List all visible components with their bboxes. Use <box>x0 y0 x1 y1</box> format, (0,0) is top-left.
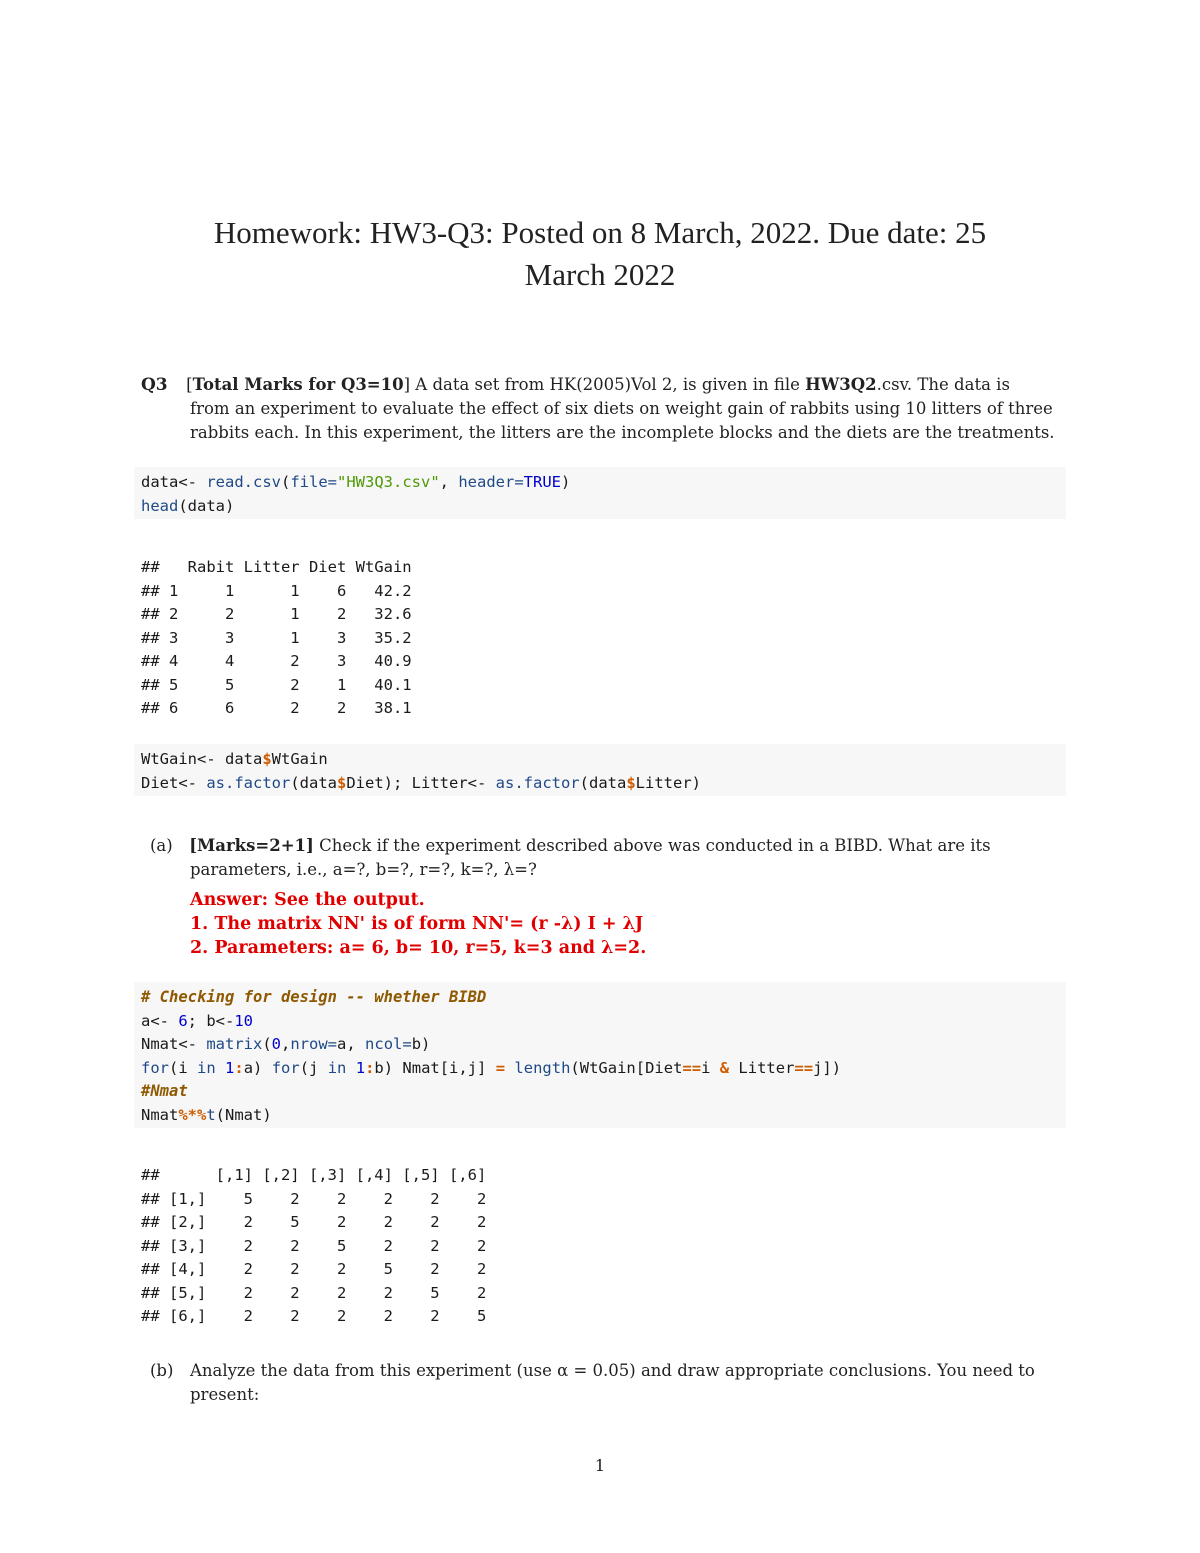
output-header: ## Rabit Litter Diet WtGain <box>141 558 412 576</box>
code-argument: nrow= <box>290 1035 338 1053</box>
answer-line-1: 1. The matrix NN' is of form NN'= (r -λ) I + λJ <box>190 914 644 934</box>
code-text: Nmat<- <box>141 1035 207 1053</box>
q3-paragraph <box>141 373 1071 445</box>
answer-line-2: 2. Parameters: a= 6, b= 10, r=5, k=3 and λ=2. <box>190 938 647 958</box>
code-text: (data) <box>178 496 235 515</box>
code-argument: ncol= <box>365 1035 412 1053</box>
code-text: (WtGain[Diet <box>570 1058 683 1077</box>
code-keyword: for <box>271 1058 300 1077</box>
part-b-text-2: present: <box>190 1385 260 1404</box>
code-operator: $ <box>262 750 272 768</box>
output-head-data <box>141 556 412 721</box>
q3-file-ext: .csv. The data is <box>876 375 1010 394</box>
code-text: (Nmat) <box>215 1105 272 1124</box>
code-function: read.csv <box>206 473 281 491</box>
code-string: "HW3Q3.csv" <box>337 473 440 491</box>
title-line-2: March 2022 <box>524 257 676 292</box>
code-operator: == <box>794 1058 814 1077</box>
code-text: WtGain<- data <box>141 750 263 768</box>
code-keyword: in <box>197 1058 216 1077</box>
output-header: ## [,1] [,2] [,3] [,4] [,5] [,6] <box>141 1166 487 1184</box>
q3-intro: A data set from HK(2005)Vol 2, is given in file <box>415 375 800 394</box>
title-line-1: Homework: HW3-Q3: Posted on 8 March, 2022. Due date: 25 <box>213 215 987 250</box>
part-b <box>150 1359 1070 1407</box>
code-operator: = <box>495 1058 506 1077</box>
code-number: 0 <box>271 1035 282 1053</box>
code-text: (data <box>290 773 337 792</box>
code-text: i <box>701 1058 720 1077</box>
output-row: ## [4,] 2 2 2 5 2 2 <box>141 1260 487 1278</box>
code-text: Diet<- <box>141 773 207 792</box>
output-row: ## [1,] 5 2 2 2 2 2 <box>141 1189 487 1208</box>
code-text <box>346 1059 355 1077</box>
code-operator: $ <box>337 773 347 792</box>
code-number: 6 <box>178 1011 188 1030</box>
output-row: ## 4 4 2 3 40.9 <box>141 652 412 670</box>
code-block-bibd-check <box>134 982 1066 1128</box>
q3-file-name: HW3Q2 <box>805 375 877 394</box>
code-text: a<- <box>141 1011 179 1030</box>
q3-label: Q3 <box>141 375 168 395</box>
output-row: ## [6,] 2 2 2 2 2 5 <box>141 1307 487 1325</box>
output-row: ## 2 2 1 2 32.6 <box>141 605 412 623</box>
part-a-label: (a) <box>150 836 173 855</box>
code-operator: $ <box>626 773 636 792</box>
code-comment: #Nmat <box>141 1082 188 1100</box>
code-text: (j <box>299 1058 328 1077</box>
code-argument: header= <box>458 473 524 491</box>
code-text: b) <box>411 1035 431 1053</box>
q3-marks: Total Marks for Q3=10 <box>192 375 404 394</box>
code-text <box>216 1059 225 1077</box>
q3-marks-open: [ <box>186 375 193 394</box>
code-argument: file= <box>290 473 337 491</box>
code-block-read-csv <box>134 467 1066 519</box>
code-text: Litter) <box>635 773 701 792</box>
code-function: length <box>514 1058 571 1077</box>
part-a <box>150 834 1070 960</box>
code-operator: : <box>234 1058 244 1077</box>
output-row: ## 3 3 1 3 35.2 <box>141 628 412 647</box>
code-text: Diet); Litter<- <box>346 773 496 792</box>
code-text: j]) <box>813 1058 842 1077</box>
document-title <box>130 212 1070 296</box>
code-text: a) <box>243 1058 272 1077</box>
answer-heading: Answer: See the output. <box>190 890 425 910</box>
code-text: Nmat <box>141 1105 179 1124</box>
output-row: ## 6 6 2 2 38.1 <box>141 699 412 717</box>
code-number: 1 <box>355 1058 366 1077</box>
code-function: t <box>206 1105 216 1124</box>
code-constant: TRUE <box>523 473 561 491</box>
code-function: head <box>141 496 179 515</box>
output-row: ## 5 5 2 1 40.1 <box>141 675 412 694</box>
code-function: as.factor <box>495 773 580 792</box>
code-operator: == <box>682 1058 702 1077</box>
code-text: ( <box>280 473 291 491</box>
code-number: 1 <box>225 1058 235 1077</box>
part-a-text-1: Check if the experiment described above was conducted in a BIBD. What are its <box>319 836 991 855</box>
code-function: matrix <box>206 1035 263 1053</box>
part-a-text-2: parameters, i.e., a=?, b=?, r=?, k=?, λ=? <box>190 860 537 879</box>
page-number: 1 <box>594 1456 606 1475</box>
q3-marks-close: ] <box>403 375 411 394</box>
code-text: WtGain <box>271 750 328 768</box>
output-row: ## [2,] 2 5 2 2 2 2 <box>141 1213 487 1231</box>
code-text: , <box>281 1035 291 1053</box>
code-operator: : <box>365 1058 375 1077</box>
code-text: ) <box>560 473 571 491</box>
code-text: Litter <box>729 1058 795 1077</box>
code-operator: %*% <box>178 1105 207 1124</box>
part-a-marks: [Marks=2+1] <box>189 836 314 855</box>
code-operator: & <box>719 1058 730 1077</box>
part-b-text-1: Analyze the data from this experiment (use α = 0.05) and draw appropriate conclusions. You need to <box>189 1361 1035 1380</box>
code-number: 10 <box>234 1011 254 1030</box>
output-row: ## 1 1 1 6 42.2 <box>141 581 412 600</box>
code-text: (i <box>169 1058 197 1077</box>
q3-line-3: rabbits each. In this experiment, the litters are the incomplete blocks and the diets are the treatments. <box>190 423 1055 442</box>
code-text: , <box>439 473 459 491</box>
code-text: data<- <box>141 473 207 491</box>
code-text: ( <box>262 1035 272 1053</box>
code-function: as.factor <box>206 773 291 792</box>
q3-line-2: from an experiment to evaluate the effect of six diets on weight gain of rabbits using 10 litters of three <box>190 399 1053 418</box>
code-comment: # Checking for design -- whether BIBD <box>141 988 487 1006</box>
output-row: ## [5,] 2 2 2 2 5 2 <box>141 1283 487 1302</box>
part-b-label: (b) <box>150 1361 174 1380</box>
code-text: b) Nmat[i,j] <box>374 1058 496 1077</box>
output-nmat-product <box>141 1164 486 1329</box>
output-row: ## [3,] 2 2 5 2 2 2 <box>141 1236 487 1255</box>
code-keyword: for <box>141 1058 169 1077</box>
code-text: ; b<- <box>187 1011 235 1030</box>
code-text: a, <box>337 1035 366 1053</box>
code-keyword: in <box>327 1058 347 1077</box>
code-text: (data <box>579 773 627 792</box>
code-block-factors <box>134 744 1066 796</box>
